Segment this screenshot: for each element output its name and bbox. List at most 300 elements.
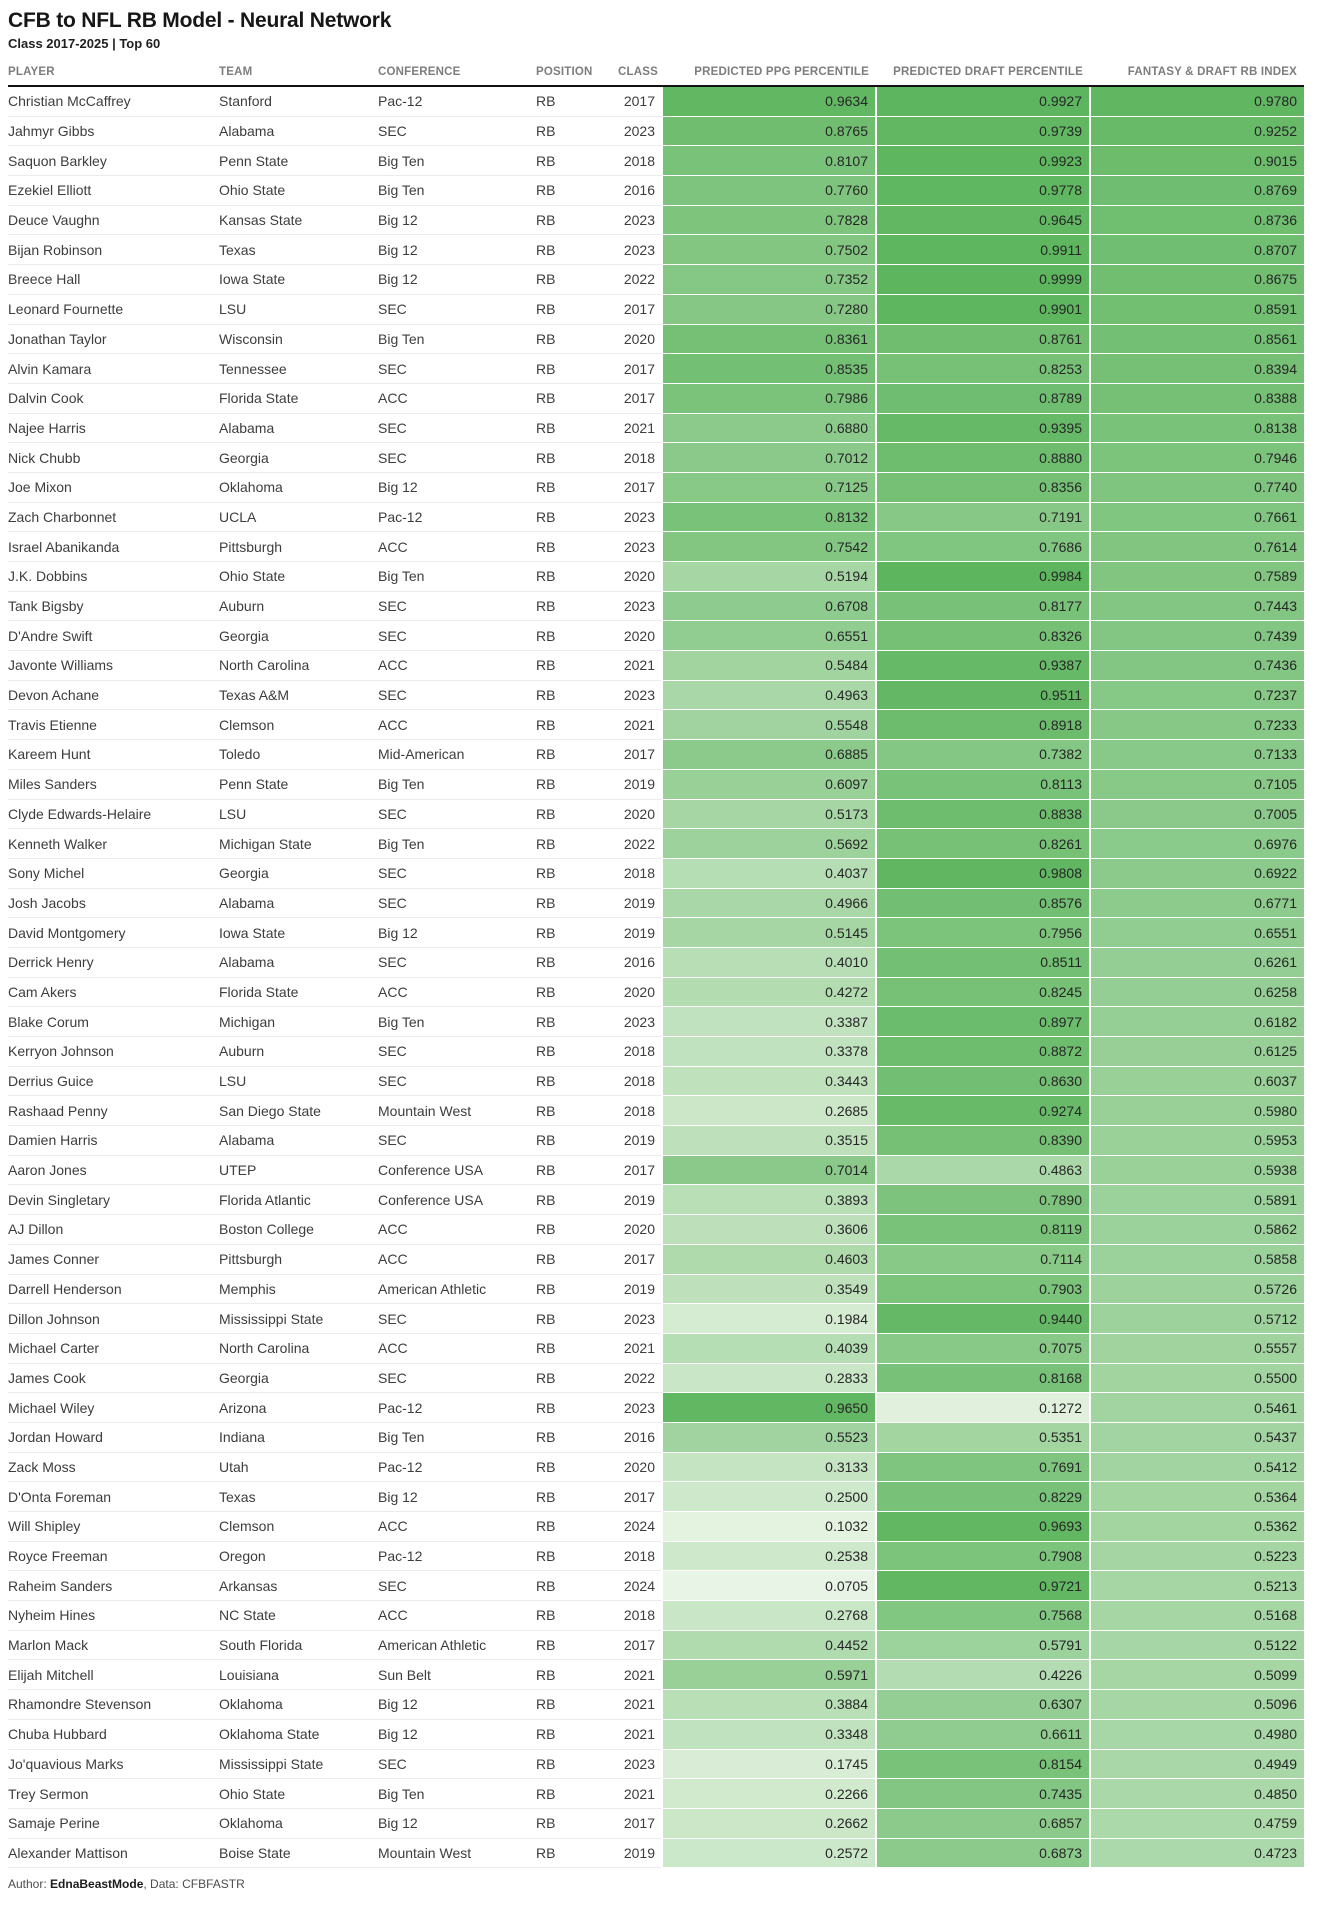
- cell-class: 2023: [618, 502, 662, 532]
- col-header-player: PLAYER: [8, 62, 219, 86]
- cell-draft-percentile: 0.6857: [876, 1808, 1090, 1838]
- cell-class: 2023: [618, 1393, 662, 1423]
- cell-player: Will Shipley: [8, 1512, 219, 1542]
- cell-conference: Conference USA: [378, 1185, 536, 1215]
- cell-rb-index: 0.9015: [1090, 146, 1304, 176]
- cell-position: RB: [536, 888, 618, 918]
- cell-player: Miles Sanders: [8, 769, 219, 799]
- cell-ppg-percentile: 0.6708: [662, 591, 876, 621]
- cell-position: RB: [536, 947, 618, 977]
- cell-class: 2019: [618, 1274, 662, 1304]
- cell-class: 2020: [618, 562, 662, 592]
- cell-team: UTEP: [219, 1155, 378, 1185]
- cell-rb-index: 0.8388: [1090, 383, 1304, 413]
- cell-team: Iowa State: [219, 265, 378, 295]
- cell-rb-index: 0.6037: [1090, 1066, 1304, 1096]
- cell-position: RB: [536, 1571, 618, 1601]
- cell-team: Alabama: [219, 947, 378, 977]
- cell-ppg-percentile: 0.7828: [662, 205, 876, 235]
- cell-player: Kerryon Johnson: [8, 1037, 219, 1067]
- cell-player: Royce Freeman: [8, 1541, 219, 1571]
- cell-class: 2022: [618, 829, 662, 859]
- cell-team: Iowa State: [219, 918, 378, 948]
- cell-conference: ACC: [378, 1244, 536, 1274]
- cell-class: 2021: [618, 651, 662, 681]
- cell-team: Texas: [219, 235, 378, 265]
- cell-team: Pittsburgh: [219, 1244, 378, 1274]
- table-row: [8, 680, 1304, 710]
- cell-class: 2020: [618, 977, 662, 1007]
- cell-class: 2021: [618, 413, 662, 443]
- cell-class: 2019: [618, 1126, 662, 1156]
- cell-rb-index: 0.6771: [1090, 888, 1304, 918]
- cell-conference: SEC: [378, 947, 536, 977]
- cell-conference: Big Ten: [378, 176, 536, 206]
- cell-position: RB: [536, 591, 618, 621]
- cell-draft-percentile: 0.7903: [876, 1274, 1090, 1304]
- cell-player: Javonte Williams: [8, 651, 219, 681]
- table-row: [8, 502, 1304, 532]
- cell-ppg-percentile: 0.7986: [662, 383, 876, 413]
- table-row: [8, 1512, 1304, 1542]
- cell-rb-index: 0.7661: [1090, 502, 1304, 532]
- table-row: [8, 1571, 1304, 1601]
- cell-ppg-percentile: 0.5692: [662, 829, 876, 859]
- cell-player: Derrick Henry: [8, 947, 219, 977]
- table-row: [8, 1274, 1304, 1304]
- cell-team: Toledo: [219, 740, 378, 770]
- cell-position: RB: [536, 680, 618, 710]
- cell-team: Arizona: [219, 1393, 378, 1423]
- cell-ppg-percentile: 0.3515: [662, 1126, 876, 1156]
- cell-position: RB: [536, 1274, 618, 1304]
- cell-conference: SEC: [378, 1304, 536, 1334]
- cell-draft-percentile: 0.9693: [876, 1512, 1090, 1542]
- cell-position: RB: [536, 383, 618, 413]
- table-row: [8, 947, 1304, 977]
- cell-draft-percentile: 0.8511: [876, 947, 1090, 977]
- table-row: [8, 354, 1304, 384]
- cell-conference: SEC: [378, 1126, 536, 1156]
- cell-player: Trey Sermon: [8, 1779, 219, 1809]
- cell-ppg-percentile: 0.3443: [662, 1066, 876, 1096]
- cell-class: 2024: [618, 1571, 662, 1601]
- cell-rb-index: 0.8591: [1090, 294, 1304, 324]
- cell-class: 2021: [618, 1333, 662, 1363]
- cell-position: RB: [536, 710, 618, 740]
- cell-rb-index: 0.5980: [1090, 1096, 1304, 1126]
- cell-rb-index: 0.7005: [1090, 799, 1304, 829]
- cell-rb-index: 0.8138: [1090, 413, 1304, 443]
- cell-class: 2023: [618, 1007, 662, 1037]
- cell-team: Oregon: [219, 1541, 378, 1571]
- cell-conference: SEC: [378, 116, 536, 146]
- cell-position: RB: [536, 858, 618, 888]
- cell-position: RB: [536, 1422, 618, 1452]
- cell-team: Oklahoma: [219, 1690, 378, 1720]
- cell-class: 2020: [618, 621, 662, 651]
- cell-position: RB: [536, 651, 618, 681]
- cell-conference: Pac-12: [378, 1541, 536, 1571]
- cell-class: 2023: [618, 1304, 662, 1334]
- cell-player: Devon Achane: [8, 680, 219, 710]
- cell-conference: SEC: [378, 294, 536, 324]
- cell-ppg-percentile: 0.3133: [662, 1452, 876, 1482]
- table-row: [8, 205, 1304, 235]
- cell-class: 2017: [618, 86, 662, 116]
- cell-ppg-percentile: 0.7352: [662, 265, 876, 295]
- table-row: [8, 1452, 1304, 1482]
- table-row: [8, 324, 1304, 354]
- cell-position: RB: [536, 1096, 618, 1126]
- cell-rb-index: 0.5858: [1090, 1244, 1304, 1274]
- cell-draft-percentile: 0.8168: [876, 1363, 1090, 1393]
- table-row: [8, 710, 1304, 740]
- cell-team: NC State: [219, 1601, 378, 1631]
- cell-ppg-percentile: 0.5484: [662, 651, 876, 681]
- cell-ppg-percentile: 0.6097: [662, 769, 876, 799]
- cell-draft-percentile: 0.8761: [876, 324, 1090, 354]
- cell-rb-index: 0.6261: [1090, 947, 1304, 977]
- cell-conference: SEC: [378, 621, 536, 651]
- cell-player: Leonard Fournette: [8, 294, 219, 324]
- cell-position: RB: [536, 1333, 618, 1363]
- table-row: [8, 1808, 1304, 1838]
- cell-class: 2018: [618, 146, 662, 176]
- cell-player: Clyde Edwards-Helaire: [8, 799, 219, 829]
- cell-team: Florida State: [219, 383, 378, 413]
- table-row: [8, 1630, 1304, 1660]
- cell-rb-index: 0.4949: [1090, 1749, 1304, 1779]
- cell-team: Georgia: [219, 621, 378, 651]
- table-row: [8, 651, 1304, 681]
- cell-ppg-percentile: 0.1745: [662, 1749, 876, 1779]
- col-header-draft-percentile: PREDICTED DRAFT PERCENTILE: [876, 62, 1090, 86]
- cell-class: 2017: [618, 1808, 662, 1838]
- cell-draft-percentile: 0.7890: [876, 1185, 1090, 1215]
- cell-conference: Mountain West: [378, 1838, 536, 1868]
- table-row: [8, 146, 1304, 176]
- cell-draft-percentile: 0.7686: [876, 532, 1090, 562]
- table-row: [8, 265, 1304, 295]
- cell-ppg-percentile: 0.5548: [662, 710, 876, 740]
- cell-rb-index: 0.7233: [1090, 710, 1304, 740]
- table-row: [8, 413, 1304, 443]
- cell-position: RB: [536, 769, 618, 799]
- cell-team: LSU: [219, 294, 378, 324]
- cell-rb-index: 0.5412: [1090, 1452, 1304, 1482]
- cell-rb-index: 0.5891: [1090, 1185, 1304, 1215]
- cell-draft-percentile: 0.8177: [876, 591, 1090, 621]
- cell-team: LSU: [219, 1066, 378, 1096]
- col-header-ppg-percentile: PREDICTED PPG PERCENTILE: [662, 62, 876, 86]
- cell-draft-percentile: 0.7191: [876, 502, 1090, 532]
- cell-conference: Big 12: [378, 265, 536, 295]
- cell-player: Samaje Perine: [8, 1808, 219, 1838]
- cell-draft-percentile: 0.9901: [876, 294, 1090, 324]
- cell-conference: Pac-12: [378, 1393, 536, 1423]
- cell-draft-percentile: 0.8326: [876, 621, 1090, 651]
- cell-team: North Carolina: [219, 1333, 378, 1363]
- cell-class: 2018: [618, 1541, 662, 1571]
- cell-player: AJ Dillon: [8, 1215, 219, 1245]
- cell-conference: Big 12: [378, 1482, 536, 1512]
- cell-player: Devin Singletary: [8, 1185, 219, 1215]
- cell-conference: ACC: [378, 710, 536, 740]
- cell-ppg-percentile: 0.7542: [662, 532, 876, 562]
- cell-rb-index: 0.9780: [1090, 86, 1304, 116]
- footer-data-source: , Data: CFBFASTR: [143, 1877, 245, 1892]
- cell-ppg-percentile: 0.6880: [662, 413, 876, 443]
- cell-conference: ACC: [378, 1601, 536, 1631]
- table-row: [8, 829, 1304, 859]
- cell-team: Auburn: [219, 591, 378, 621]
- cell-draft-percentile: 0.6611: [876, 1719, 1090, 1749]
- cell-team: Boise State: [219, 1838, 378, 1868]
- cell-ppg-percentile: 0.3549: [662, 1274, 876, 1304]
- cell-draft-percentile: 0.8576: [876, 888, 1090, 918]
- cell-position: RB: [536, 472, 618, 502]
- cell-player: Rhamondre Stevenson: [8, 1690, 219, 1720]
- cell-draft-percentile: 0.7691: [876, 1452, 1090, 1482]
- cell-conference: American Athletic: [378, 1630, 536, 1660]
- cell-draft-percentile: 0.9984: [876, 562, 1090, 592]
- cell-class: 2020: [618, 1452, 662, 1482]
- cell-ppg-percentile: 0.4603: [662, 1244, 876, 1274]
- cell-conference: Mid-American: [378, 740, 536, 770]
- cell-rb-index: 0.7946: [1090, 443, 1304, 473]
- table-row: [8, 888, 1304, 918]
- cell-position: RB: [536, 1838, 618, 1868]
- footer-author-name: EdnaBeastMode: [50, 1877, 144, 1892]
- cell-team: Mississippi State: [219, 1304, 378, 1334]
- cell-rb-index: 0.5096: [1090, 1690, 1304, 1720]
- cell-conference: Big Ten: [378, 1007, 536, 1037]
- cell-class: 2016: [618, 176, 662, 206]
- cell-player: Travis Etienne: [8, 710, 219, 740]
- cell-rb-index: 0.6182: [1090, 1007, 1304, 1037]
- cell-ppg-percentile: 0.2685: [662, 1096, 876, 1126]
- cell-team: Ohio State: [219, 176, 378, 206]
- cell-position: RB: [536, 86, 618, 116]
- cell-class: 2021: [618, 1660, 662, 1690]
- cell-position: RB: [536, 1215, 618, 1245]
- table-row: [8, 1482, 1304, 1512]
- cell-team: Clemson: [219, 710, 378, 740]
- cell-team: Florida Atlantic: [219, 1185, 378, 1215]
- table-row: [8, 1690, 1304, 1720]
- cell-class: 2017: [618, 1630, 662, 1660]
- cell-draft-percentile: 0.7956: [876, 918, 1090, 948]
- cell-conference: Big 12: [378, 1808, 536, 1838]
- cell-ppg-percentile: 0.3606: [662, 1215, 876, 1245]
- cell-team: San Diego State: [219, 1096, 378, 1126]
- cell-conference: Big Ten: [378, 769, 536, 799]
- cell-position: RB: [536, 1155, 618, 1185]
- table-row: [8, 1007, 1304, 1037]
- cell-player: Nyheim Hines: [8, 1601, 219, 1631]
- cell-player: James Conner: [8, 1244, 219, 1274]
- table-row: [8, 740, 1304, 770]
- table-row: [8, 591, 1304, 621]
- cell-rb-index: 0.5168: [1090, 1601, 1304, 1631]
- cell-draft-percentile: 0.8356: [876, 472, 1090, 502]
- cell-player: Aaron Jones: [8, 1155, 219, 1185]
- cell-rb-index: 0.7589: [1090, 562, 1304, 592]
- table-row: [8, 918, 1304, 948]
- cell-draft-percentile: 0.8390: [876, 1126, 1090, 1156]
- cell-player: Christian McCaffrey: [8, 86, 219, 116]
- table-row: [8, 1393, 1304, 1423]
- cell-rb-index: 0.5953: [1090, 1126, 1304, 1156]
- cell-class: 2016: [618, 947, 662, 977]
- cell-draft-percentile: 0.9923: [876, 146, 1090, 176]
- cell-team: Kansas State: [219, 205, 378, 235]
- cell-class: 2019: [618, 918, 662, 948]
- table-row: [8, 1304, 1304, 1334]
- cell-conference: SEC: [378, 1749, 536, 1779]
- cell-class: 2017: [618, 740, 662, 770]
- cell-position: RB: [536, 1749, 618, 1779]
- cell-conference: ACC: [378, 1333, 536, 1363]
- cell-conference: Big 12: [378, 205, 536, 235]
- cell-draft-percentile: 0.8880: [876, 443, 1090, 473]
- cell-team: Texas: [219, 1482, 378, 1512]
- cell-team: Texas A&M: [219, 680, 378, 710]
- cell-player: Zack Moss: [8, 1452, 219, 1482]
- cell-draft-percentile: 0.7114: [876, 1244, 1090, 1274]
- cell-team: Louisiana: [219, 1660, 378, 1690]
- cell-player: Breece Hall: [8, 265, 219, 295]
- cell-conference: SEC: [378, 799, 536, 829]
- cell-team: Boston College: [219, 1215, 378, 1245]
- cell-team: Florida State: [219, 977, 378, 1007]
- cell-conference: ACC: [378, 1512, 536, 1542]
- cell-player: Jordan Howard: [8, 1422, 219, 1452]
- cell-position: RB: [536, 1393, 618, 1423]
- cell-rb-index: 0.8707: [1090, 235, 1304, 265]
- cell-ppg-percentile: 0.4039: [662, 1333, 876, 1363]
- cell-conference: SEC: [378, 591, 536, 621]
- cell-class: 2022: [618, 1363, 662, 1393]
- cell-rb-index: 0.5099: [1090, 1660, 1304, 1690]
- cell-conference: Big 12: [378, 472, 536, 502]
- cell-position: RB: [536, 294, 618, 324]
- cell-player: Marlon Mack: [8, 1630, 219, 1660]
- cell-player: Rashaad Penny: [8, 1096, 219, 1126]
- table-footer: [8, 1877, 1314, 1892]
- table-row: [8, 1244, 1304, 1274]
- cell-rb-index: 0.5557: [1090, 1333, 1304, 1363]
- cell-position: RB: [536, 1244, 618, 1274]
- cell-team: Alabama: [219, 888, 378, 918]
- cell-team: Oklahoma: [219, 472, 378, 502]
- cell-player: David Montgomery: [8, 918, 219, 948]
- cell-class: 2019: [618, 888, 662, 918]
- cell-ppg-percentile: 0.9650: [662, 1393, 876, 1423]
- cell-draft-percentile: 0.8838: [876, 799, 1090, 829]
- cell-team: Stanford: [219, 86, 378, 116]
- cell-draft-percentile: 0.5791: [876, 1630, 1090, 1660]
- cell-ppg-percentile: 0.8132: [662, 502, 876, 532]
- cell-conference: Big 12: [378, 918, 536, 948]
- cell-class: 2024: [618, 1512, 662, 1542]
- cell-conference: Pac-12: [378, 1452, 536, 1482]
- col-header-rb-index: FANTASY & DRAFT RB INDEX: [1090, 62, 1304, 86]
- cell-class: 2023: [618, 591, 662, 621]
- page-title: CFB to NFL RB Model - Neural Network: [8, 9, 392, 32]
- cell-position: RB: [536, 799, 618, 829]
- cell-team: Utah: [219, 1452, 378, 1482]
- cell-ppg-percentile: 0.8535: [662, 354, 876, 384]
- cell-player: Najee Harris: [8, 413, 219, 443]
- cell-class: 2023: [618, 680, 662, 710]
- table-row: [8, 532, 1304, 562]
- cell-ppg-percentile: 0.3378: [662, 1037, 876, 1067]
- cell-ppg-percentile: 0.9634: [662, 86, 876, 116]
- cell-position: RB: [536, 1304, 618, 1334]
- cell-draft-percentile: 0.8119: [876, 1215, 1090, 1245]
- cell-player: James Cook: [8, 1363, 219, 1393]
- cell-position: RB: [536, 146, 618, 176]
- cell-draft-percentile: 0.8261: [876, 829, 1090, 859]
- cell-player: Nick Chubb: [8, 443, 219, 473]
- cell-conference: Big 12: [378, 1690, 536, 1720]
- table-row: [8, 858, 1304, 888]
- cell-position: RB: [536, 176, 618, 206]
- cell-ppg-percentile: 0.8361: [662, 324, 876, 354]
- cell-class: 2021: [618, 1779, 662, 1809]
- cell-team: Ohio State: [219, 562, 378, 592]
- cell-team: Memphis: [219, 1274, 378, 1304]
- cell-conference: Big Ten: [378, 829, 536, 859]
- cell-draft-percentile: 0.9645: [876, 205, 1090, 235]
- table-row: [8, 1541, 1304, 1571]
- cell-position: RB: [536, 532, 618, 562]
- cell-draft-percentile: 0.1272: [876, 1393, 1090, 1423]
- cell-rb-index: 0.5213: [1090, 1571, 1304, 1601]
- cell-player: Elijah Mitchell: [8, 1660, 219, 1690]
- cell-player: Bijan Robinson: [8, 235, 219, 265]
- cell-class: 2018: [618, 1037, 662, 1067]
- cell-position: RB: [536, 1363, 618, 1393]
- cell-position: RB: [536, 1719, 618, 1749]
- table-row: [8, 1779, 1304, 1809]
- cell-player: Dillon Johnson: [8, 1304, 219, 1334]
- cell-rb-index: 0.7237: [1090, 680, 1304, 710]
- cell-team: Wisconsin: [219, 324, 378, 354]
- cell-team: UCLA: [219, 502, 378, 532]
- cell-player: Chuba Hubbard: [8, 1719, 219, 1749]
- cell-rb-index: 0.6551: [1090, 918, 1304, 948]
- cell-position: RB: [536, 1601, 618, 1631]
- cell-rb-index: 0.7105: [1090, 769, 1304, 799]
- cell-rb-index: 0.5938: [1090, 1155, 1304, 1185]
- table-row: [8, 562, 1304, 592]
- cell-ppg-percentile: 0.3387: [662, 1007, 876, 1037]
- cell-player: Jahmyr Gibbs: [8, 116, 219, 146]
- cell-ppg-percentile: 0.4963: [662, 680, 876, 710]
- table-row: [8, 235, 1304, 265]
- cell-rb-index: 0.5362: [1090, 1512, 1304, 1542]
- cell-class: 2021: [618, 1690, 662, 1720]
- cell-team: Auburn: [219, 1037, 378, 1067]
- cell-ppg-percentile: 0.6885: [662, 740, 876, 770]
- cell-conference: Big Ten: [378, 146, 536, 176]
- cell-player: Ezekiel Elliott: [8, 176, 219, 206]
- cell-player: Blake Corum: [8, 1007, 219, 1037]
- cell-class: 2017: [618, 354, 662, 384]
